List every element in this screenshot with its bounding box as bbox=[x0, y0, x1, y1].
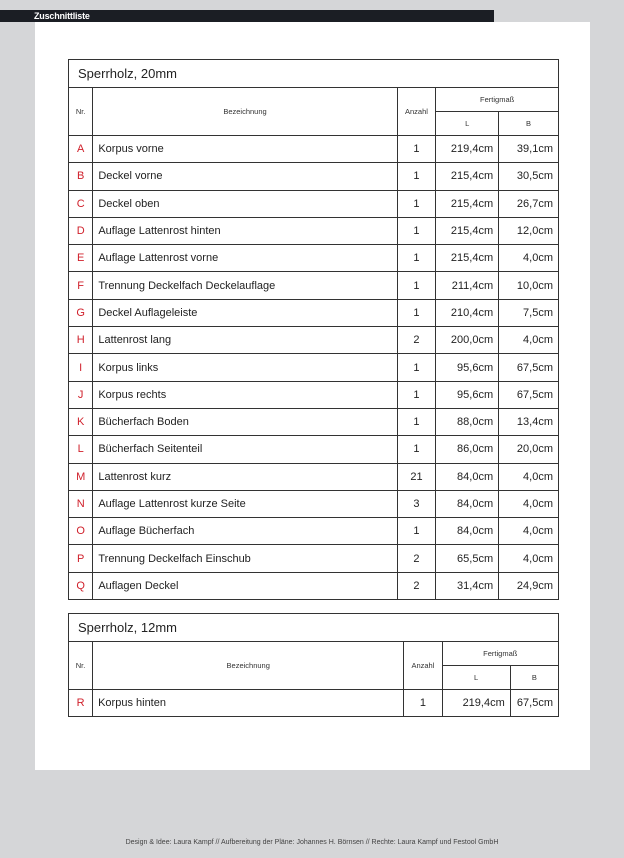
table-row bbox=[69, 572, 559, 599]
part-length: 210,4cm bbox=[436, 299, 499, 326]
part-letter: L bbox=[69, 436, 93, 463]
part-quantity: 1 bbox=[397, 245, 436, 272]
part-name: Korpus hinten bbox=[93, 690, 404, 717]
table-row bbox=[69, 408, 559, 435]
part-letter: N bbox=[69, 490, 93, 517]
table-row bbox=[69, 690, 559, 717]
table-body bbox=[69, 136, 559, 600]
part-width: 4,0cm bbox=[499, 245, 559, 272]
part-letter: F bbox=[69, 272, 93, 299]
part-quantity: 1 bbox=[397, 217, 436, 244]
table-row bbox=[69, 490, 559, 517]
part-length: 84,0cm bbox=[436, 518, 499, 545]
table-row bbox=[69, 327, 559, 354]
col-header-width: B bbox=[499, 112, 559, 136]
part-name: Korpus vorne bbox=[93, 136, 397, 163]
table-row bbox=[69, 436, 559, 463]
part-length: 95,6cm bbox=[436, 381, 499, 408]
part-quantity: 1 bbox=[397, 408, 436, 435]
part-letter: J bbox=[69, 381, 93, 408]
table-row bbox=[69, 299, 559, 326]
section-label: Zuschnittliste bbox=[34, 11, 90, 21]
part-quantity: 1 bbox=[397, 354, 436, 381]
part-width: 12,0cm bbox=[499, 217, 559, 244]
part-name: Auflage Lattenrost hinten bbox=[93, 217, 397, 244]
part-name: Auflage Lattenrost vorne bbox=[93, 245, 397, 272]
part-quantity: 1 bbox=[397, 299, 436, 326]
part-length: 215,4cm bbox=[436, 190, 499, 217]
table-row bbox=[69, 518, 559, 545]
part-width: 4,0cm bbox=[499, 463, 559, 490]
table-row bbox=[69, 245, 559, 272]
cut-list-table-12mm bbox=[68, 613, 559, 717]
col-header-nr: Nr. bbox=[69, 88, 93, 136]
col-header-name: Bezeichnung bbox=[93, 642, 404, 690]
part-letter: H bbox=[69, 327, 93, 354]
part-letter: O bbox=[69, 518, 93, 545]
part-quantity: 1 bbox=[397, 381, 436, 408]
part-length: 65,5cm bbox=[436, 545, 499, 572]
part-quantity: 3 bbox=[397, 490, 436, 517]
table-row bbox=[69, 381, 559, 408]
part-letter: K bbox=[69, 408, 93, 435]
col-header-dims: Fertigmaß bbox=[442, 642, 559, 666]
table-row bbox=[69, 217, 559, 244]
part-letter: G bbox=[69, 299, 93, 326]
part-width: 7,5cm bbox=[499, 299, 559, 326]
part-name: Auflage Bücherfach bbox=[93, 518, 397, 545]
part-name: Trennung Deckelfach Deckelauflage bbox=[93, 272, 397, 299]
part-name: Bücherfach Seitenteil bbox=[93, 436, 397, 463]
table-row bbox=[69, 545, 559, 572]
part-length: 215,4cm bbox=[436, 245, 499, 272]
table-row bbox=[69, 163, 559, 190]
col-header-dims: Fertigmaß bbox=[436, 88, 559, 112]
part-length: 219,4cm bbox=[442, 690, 510, 717]
part-width: 30,5cm bbox=[499, 163, 559, 190]
part-length: 88,0cm bbox=[436, 408, 499, 435]
part-width: 39,1cm bbox=[499, 136, 559, 163]
part-width: 4,0cm bbox=[499, 518, 559, 545]
part-name: Korpus links bbox=[93, 354, 397, 381]
part-quantity: 21 bbox=[397, 463, 436, 490]
part-name: Bücherfach Boden bbox=[93, 408, 397, 435]
part-quantity: 1 bbox=[404, 690, 442, 717]
part-name: Deckel Auflageleiste bbox=[93, 299, 397, 326]
part-quantity: 1 bbox=[397, 436, 436, 463]
part-name: Auflage Lattenrost kurze Seite bbox=[93, 490, 397, 517]
table-row bbox=[69, 190, 559, 217]
part-name: Deckel vorne bbox=[93, 163, 397, 190]
part-width: 20,0cm bbox=[499, 436, 559, 463]
part-quantity: 1 bbox=[397, 136, 436, 163]
part-length: 219,4cm bbox=[436, 136, 499, 163]
part-letter: I bbox=[69, 354, 93, 381]
part-name: Lattenrost lang bbox=[93, 327, 397, 354]
part-quantity: 2 bbox=[397, 572, 436, 599]
table-row bbox=[69, 136, 559, 163]
part-width: 24,9cm bbox=[499, 572, 559, 599]
credits-footer: Design & Idee: Laura Kampf // Aufbereitung der Pläne: Johannes H. Börnsen // Rechte: Laura Kampf und Festool GmbH bbox=[125, 839, 499, 846]
part-width: 67,5cm bbox=[499, 354, 559, 381]
part-length: 31,4cm bbox=[436, 572, 499, 599]
part-width: 26,7cm bbox=[499, 190, 559, 217]
part-letter: A bbox=[69, 136, 93, 163]
part-width: 4,0cm bbox=[499, 545, 559, 572]
part-width: 4,0cm bbox=[499, 490, 559, 517]
part-letter: M bbox=[69, 463, 93, 490]
table-row bbox=[69, 463, 559, 490]
part-name: Korpus rechts bbox=[93, 381, 397, 408]
top-bar bbox=[0, 10, 494, 22]
part-length: 215,4cm bbox=[436, 217, 499, 244]
part-length: 200,0cm bbox=[436, 327, 499, 354]
part-length: 211,4cm bbox=[436, 272, 499, 299]
part-length: 95,6cm bbox=[436, 354, 499, 381]
part-width: 67,5cm bbox=[510, 690, 558, 717]
part-quantity: 2 bbox=[397, 545, 436, 572]
col-header-nr: Nr. bbox=[69, 642, 93, 690]
part-letter: C bbox=[69, 190, 93, 217]
table-title: Sperrholz, 20mm bbox=[69, 60, 559, 88]
part-length: 86,0cm bbox=[436, 436, 499, 463]
part-letter: E bbox=[69, 245, 93, 272]
part-letter: P bbox=[69, 545, 93, 572]
table-title: Sperrholz, 12mm bbox=[69, 614, 559, 642]
table-body bbox=[69, 690, 559, 717]
part-width: 4,0cm bbox=[499, 327, 559, 354]
part-length: 84,0cm bbox=[436, 463, 499, 490]
part-quantity: 1 bbox=[397, 163, 436, 190]
part-name: Lattenrost kurz bbox=[93, 463, 397, 490]
part-quantity: 2 bbox=[397, 327, 436, 354]
part-length: 215,4cm bbox=[436, 163, 499, 190]
col-header-qty: Anzahl bbox=[397, 88, 436, 136]
part-quantity: 1 bbox=[397, 518, 436, 545]
part-letter: Q bbox=[69, 572, 93, 599]
part-width: 10,0cm bbox=[499, 272, 559, 299]
part-quantity: 1 bbox=[397, 272, 436, 299]
part-width: 67,5cm bbox=[499, 381, 559, 408]
col-header-length: L bbox=[436, 112, 499, 136]
page-sheet bbox=[35, 22, 590, 770]
part-length: 84,0cm bbox=[436, 490, 499, 517]
col-header-width: B bbox=[510, 666, 558, 690]
part-name: Auflagen Deckel bbox=[93, 572, 397, 599]
part-quantity: 1 bbox=[397, 190, 436, 217]
table-row bbox=[69, 272, 559, 299]
col-header-name: Bezeichnung bbox=[93, 88, 397, 136]
part-width: 13,4cm bbox=[499, 408, 559, 435]
col-header-length: L bbox=[442, 666, 510, 690]
table-row bbox=[69, 354, 559, 381]
part-name: Deckel oben bbox=[93, 190, 397, 217]
col-header-qty: Anzahl bbox=[404, 642, 442, 690]
part-name: Trennung Deckelfach Einschub bbox=[93, 545, 397, 572]
part-letter: R bbox=[69, 690, 93, 717]
cut-list-table-20mm bbox=[68, 59, 559, 600]
part-letter: B bbox=[69, 163, 93, 190]
part-letter: D bbox=[69, 217, 93, 244]
